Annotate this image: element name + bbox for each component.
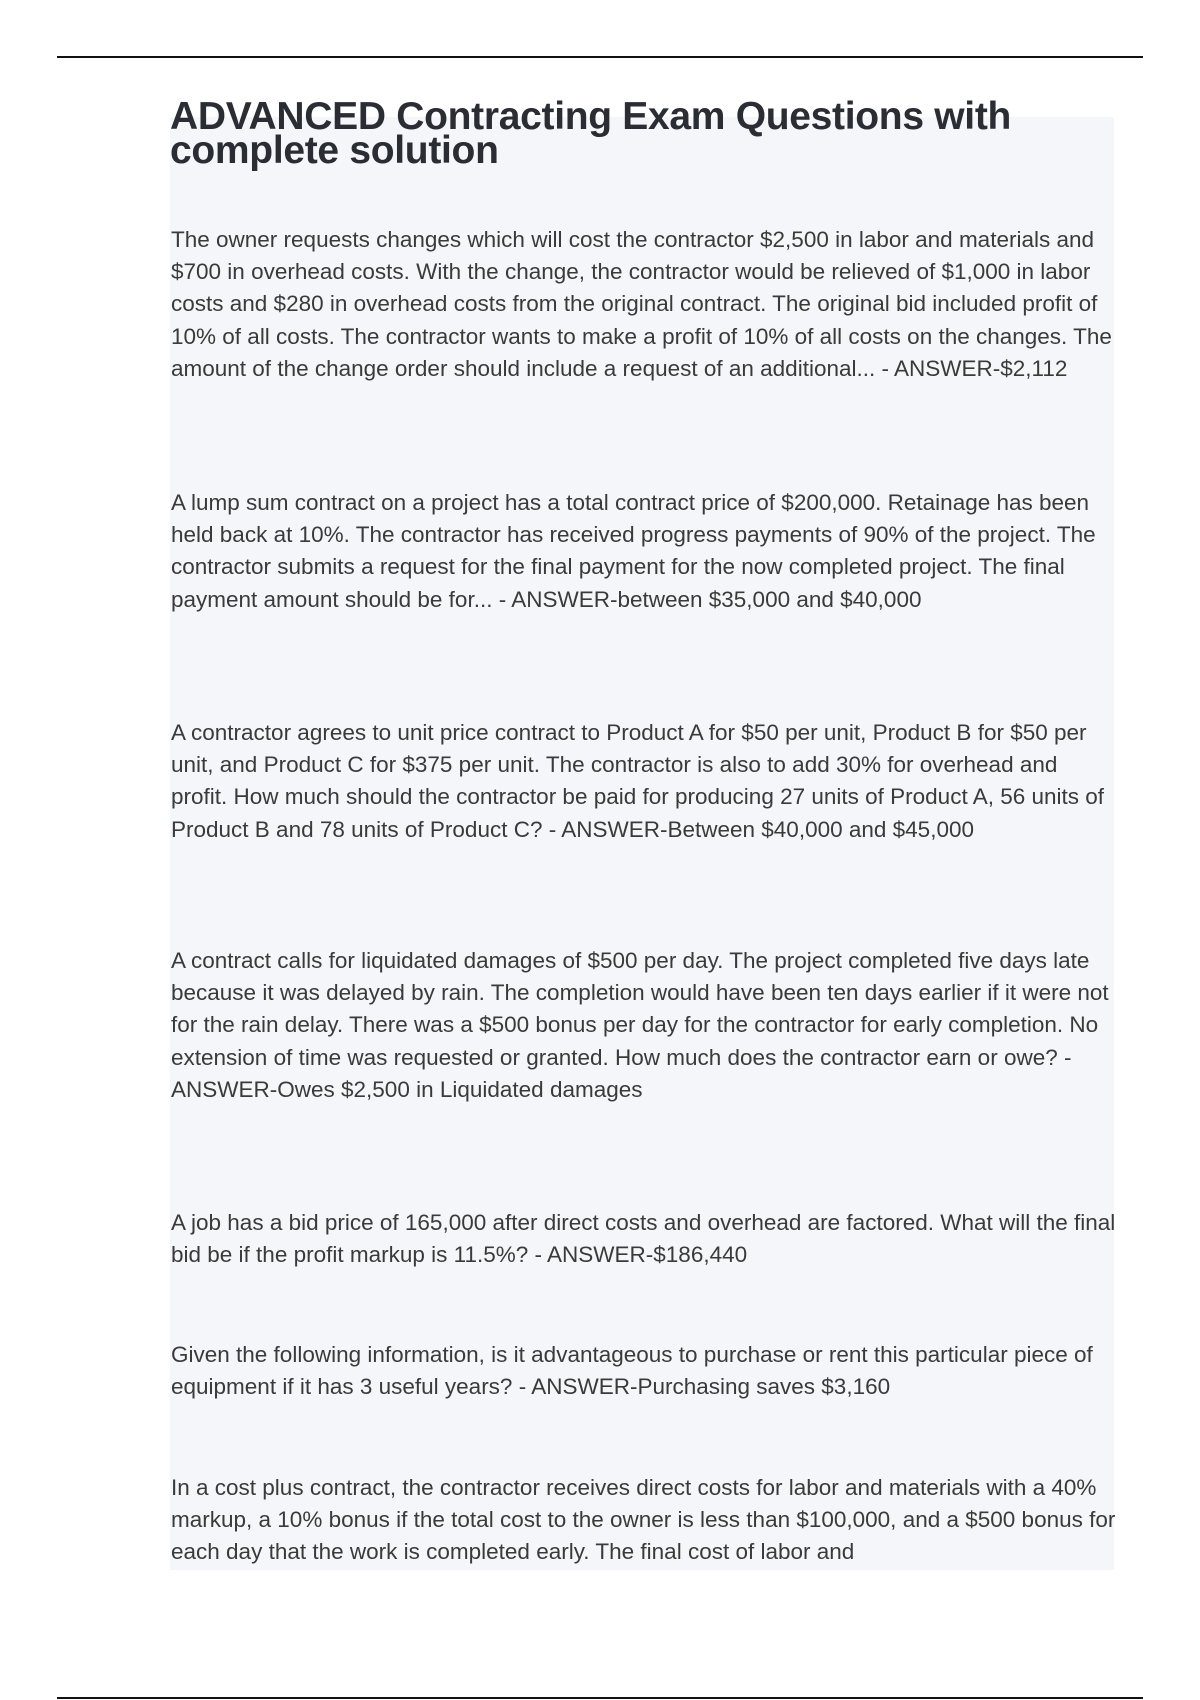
header-rule bbox=[57, 56, 1143, 58]
footer-rule bbox=[57, 1697, 1143, 1699]
question-answer-item: A contract calls for liquidated damages of $500 per day. The project completed five days late because it was delayed by rain. The completion would have been ten days earlier if it were not for the rain delay. There was a $500 bonus per day for the contractor for early completion. No extension of time was requested or granted. How much does the contractor earn or owe? - ANSWER-Owes $2,500 in Liquidated damages bbox=[171, 948, 1109, 1102]
question-answer-item: A contractor agrees to unit price contract to Product A for $50 per unit, Product B for $50 per unit, and Product C for $375 per unit. The contractor is also to add 30% for overhead and profit. How much should the contractor be paid for producing 27 units of Product A, 56 units of Product B and 78 units of Product C? - ANSWER-Between $40,000 and $45,000 bbox=[171, 720, 1105, 842]
question-answer-item: In a cost plus contract, the contractor receives direct costs for labor and materials with a 40% markup, a 10% bonus if the total cost to the owner is less than $100,000, and a $500 bonus for each day that the work is completed early. The final cost of labor and bbox=[171, 1475, 1116, 1565]
question-answer-item: A lump sum contract on a project has a total contract price of $200,000. Retainage has been held back at 10%. The contractor has received progress payments of 90% of the project. The contractor submits a request for the final payment for the now completed project. The final payment amount should be for... - ANSWER-between $35,000 and $40,000 bbox=[171, 490, 1096, 612]
question-answer-item: The owner requests changes which will cost the contractor $2,500 in labor and materials and $700 in overhead costs. With the change, the contractor would be relieved of $1,000 in labor costs and $280 in overhead costs from the original contract. The original bid included profit of 10% of all costs. The contractor wants to make a profit of 10% of all costs on the changes. The amount of the change order should include a request of an additional... - ANSWER-$2,112 bbox=[171, 227, 1112, 381]
document-title: ADVANCED Contracting Exam Questions with complete solution bbox=[170, 95, 1012, 172]
question-answer-item: A job has a bid price of 165,000 after direct costs and overhead are factored. What will the final bid be if the profit markup is 11.5%? - ANSWER-$186,440 bbox=[171, 1210, 1116, 1268]
question-answer-item: Given the following information, is it advantageous to purchase or rent this particular piece of equipment if it has 3 useful years? - ANSWER-Purchasing saves $3,160 bbox=[171, 1342, 1093, 1400]
